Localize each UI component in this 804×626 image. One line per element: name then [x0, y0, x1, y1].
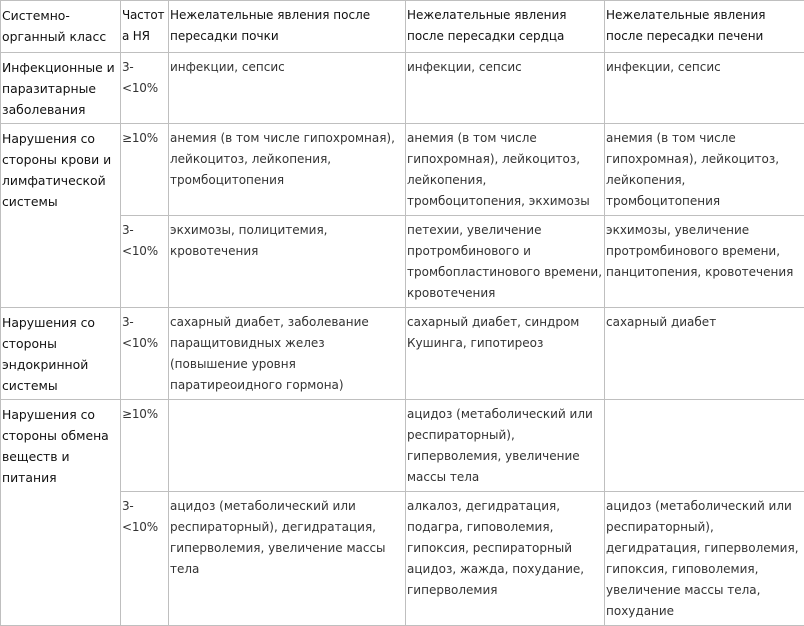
header-organ-class: Системно-органный класс	[1, 1, 121, 53]
heart-events-cell: петехии, увеличение протромбинового и тромбопластинового времени, кровотечения	[406, 216, 605, 308]
liver-events-cell	[605, 400, 804, 492]
heart-events-cell: сахарный диабет, синдром Кушинга, гипотиреоз	[406, 308, 605, 400]
kidney-events-cell	[169, 400, 406, 492]
frequency-cell: 3-<10%	[121, 492, 169, 626]
kidney-events-cell: инфекции, сепсис	[169, 53, 406, 124]
table-row	[1, 492, 804, 626]
liver-events-cell: ацидоз (метаболический или респираторный), дегидратация, гиперволемия, гипоксия, гиповолемия, увеличение массы тела, похудание	[605, 492, 804, 626]
liver-events-cell: экхимозы, увеличение протромбинового времени, панцитопения, кровотечения	[605, 216, 804, 308]
kidney-events-cell: сахарный диабет, заболевание паращитовидных желез (повышение уровня паратиреоидного гормона)	[169, 308, 406, 400]
liver-events-cell: инфекции, сепсис	[605, 53, 804, 124]
frequency-cell: ≥10%	[121, 124, 169, 216]
frequency-cell: 3-<10%	[121, 308, 169, 400]
kidney-events-cell: ацидоз (метаболический или респираторный), дегидратация, гиперволемия, увеличение массы тела	[169, 492, 406, 626]
organ-class-cell: Инфекционные и паразитарные заболевания	[1, 53, 121, 124]
table-row	[1, 124, 804, 216]
header-kidney: Нежелательные явления после пересадки почки	[169, 1, 406, 53]
organ-class-cell: Нарушения со стороны крови и лимфатической системы	[1, 124, 121, 308]
frequency-cell: ≥10%	[121, 400, 169, 492]
heart-events-cell: инфекции, сепсис	[406, 53, 605, 124]
heart-events-cell: алкалоз, дегидратация, подагра, гиповолемия, гипоксия, респираторный ацидоз, жажда, похудание, гиперволемия	[406, 492, 605, 626]
header-liver: Нежелательные явления после пересадки печени	[605, 1, 804, 53]
frequency-cell: 3-<10%	[121, 53, 169, 124]
kidney-events-cell: анемия (в том числе гипохромная), лейкоцитоз, лейкопения, тромбоцитопения	[169, 124, 406, 216]
header-heart: Нежелательные явления после пересадки сердца	[406, 1, 605, 53]
frequency-cell: 3-<10%	[121, 216, 169, 308]
heart-events-cell: ацидоз (метаболический или респираторный), гиперволемия, увеличение массы тела	[406, 400, 605, 492]
kidney-events-cell: экхимозы, полицитемия, кровотечения	[169, 216, 406, 308]
organ-class-cell: Нарушения со стороны эндокринной системы	[1, 308, 121, 400]
organ-class-cell: Нарушения со стороны обмена веществ и питания	[1, 400, 121, 626]
liver-events-cell: анемия (в том числе гипохромная), лейкоцитоз, лейкопения, тромбоцитопения	[605, 124, 804, 216]
table-header-row	[1, 1, 804, 53]
header-frequency: Частота НЯ	[121, 1, 169, 53]
heart-events-cell: анемия (в том числе гипохромная), лейкоцитоз, лейкопения, тромбоцитопения, экхимозы	[406, 124, 605, 216]
table-row	[1, 216, 804, 308]
table-row	[1, 400, 804, 492]
table-row	[1, 308, 804, 400]
liver-events-cell: сахарный диабет	[605, 308, 804, 400]
table-row	[1, 53, 804, 124]
